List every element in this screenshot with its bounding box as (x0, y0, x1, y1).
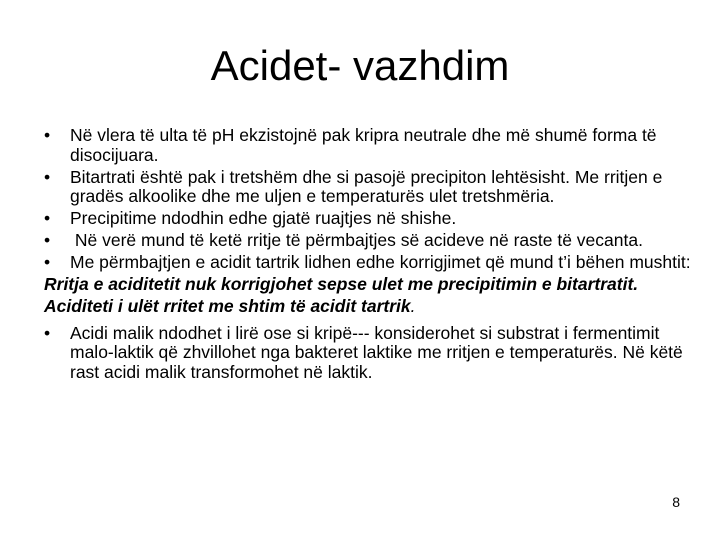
bullet-text: Në vlera të ulta të pH ekzistojnë pak kripra neutrale dhe më shumë forma të disocijuara. (70, 125, 657, 165)
bullet-item-6 (44, 324, 694, 383)
note-text: Rritja e aciditetit nuk korrigjohet sepse ulet me precipitimin e bitartratit. (44, 274, 639, 294)
note-acidity-correction (44, 275, 694, 295)
bullet-symbol: • (44, 125, 51, 145)
note-low-acidity (44, 297, 694, 317)
slide-body (44, 126, 694, 385)
page-number: 8 (672, 494, 680, 510)
bullet-item-5 (44, 253, 694, 273)
bullet-item-3 (44, 209, 694, 229)
bullet-symbol: • (44, 230, 51, 250)
slide-title: Acidet- vazhdim (210, 42, 510, 89)
bullet-symbol: • (44, 252, 51, 272)
note-suffix: . (410, 296, 416, 316)
bullet-symbol: • (44, 322, 51, 343)
note-text: Aciditeti i ulët rritet me shtim të acidit tartrik (44, 296, 411, 316)
bullet-text: Me përmbajtjen e acidit tartrik lidhen edhe korrigjimet që mund t’i bëhen mushtit: (70, 252, 691, 272)
bullet-item-2 (44, 168, 694, 207)
bullet-text: Precipitime ndodhin edhe gjatë ruajtjes në shishe. (70, 208, 457, 228)
bullet-text: Bitartrati është pak i tretshëm dhe si pasojë precipiton lehtësisht. Me rritjen e gradës alkoolike dhe me uljen e temperaturës ulet tretshmëria. (70, 166, 663, 206)
bullet-text: Acidi malik ndodhet i lirë ose si kripë--- konsiderohet si substrat i fermentimit malo-laktik që zhvillohet nga bakteret laktike me rritjen e temperaturës. Në këtë rast acidi malik transformohet në laktik. (70, 322, 683, 382)
bullet-text: Në verë mund të ketë rritje të përmbajtjes së acideve në raste të vecanta. (70, 230, 643, 250)
bullet-item-1 (44, 126, 694, 165)
bullet-item-4 (44, 231, 694, 251)
bullet-symbol: • (44, 208, 51, 228)
bullet-symbol: • (44, 166, 51, 187)
